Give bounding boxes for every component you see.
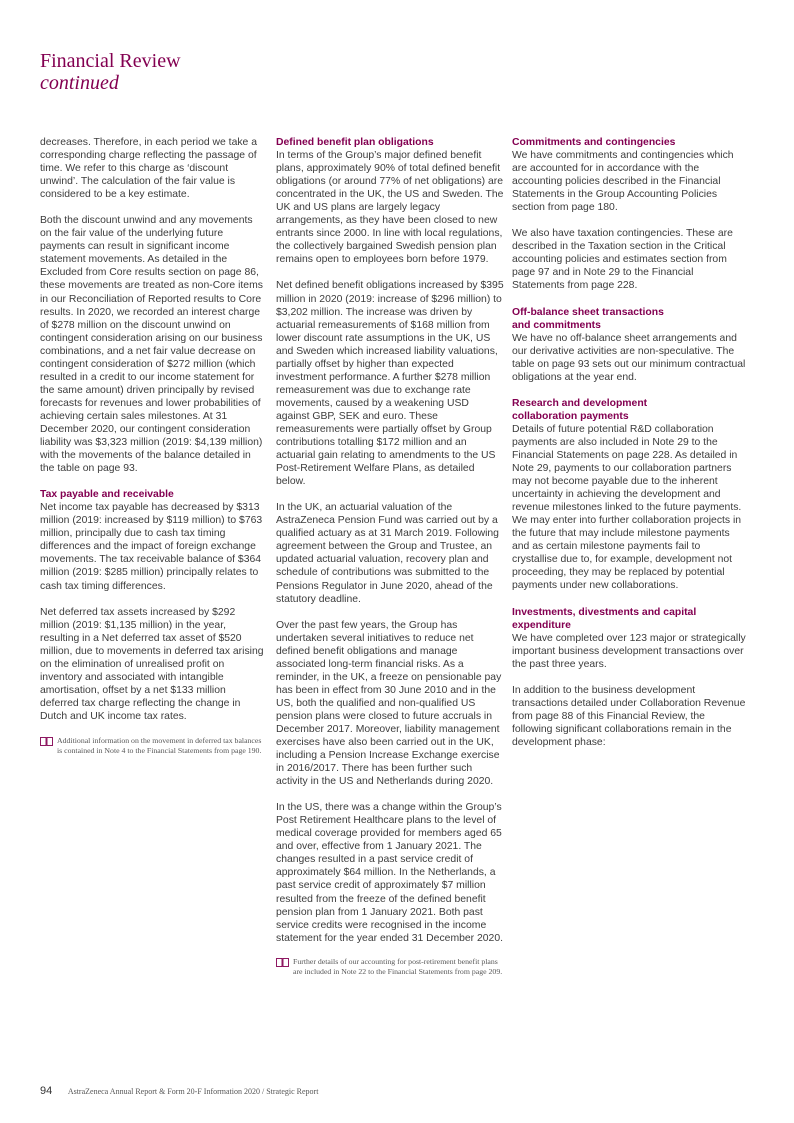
page-footer [40,1085,318,1097]
paragraph: Details of future potential R&D collaboration payments are also included in Note 29 to the Financial Statements on page 228. As detailed in Note 29, payments to our collaboration partners may not become payable due to the inherent uncertainty in achieving the development and revenue milestones linked to the future payments. We may enter into further collaboration projects in the future that may include milestone payments and as certain milestone payments fail to crystallise due to, for example, development not proceeding, they may be replaced by potential payments under new collaborations. [512,423,742,592]
paragraph: Net deferred tax assets increased by $292 million (2019: $1,135 million) in the year, resulting in a Net deferred tax asset of $520 million, due to movements in deferred tax arising on the elimination of unrealised profit on inventory and associated with intangible amortisation, offset by a net $133 million deferred tax charge reflecting the change in Dutch and UK income tax rates. [40,606,264,722]
section-heading: Off-balance sheet transactions and commitments [512,306,664,331]
footer-text: AstraZeneca Annual Report & Form 20-F Information 2020 / Strategic Report [67,1087,319,1096]
paragraph: We have no off-balance sheet arrangements and our derivative activities are non-speculative. The table on page 93 sets out our minimum contractual obligations at the year end. [512,332,746,383]
paragraph: We have commitments and contingencies which are accounted for in accordance with the accounting policies described in the Financial Statements in the Group Accounting Policies section from page 180. [512,150,734,214]
section-heading: Commitments and contingencies [512,137,676,148]
section-heading: Research and development collaboration payments [512,397,648,422]
page-title: Financial Review [40,50,181,72]
section-tax-payable [40,488,266,723]
column-right [512,136,748,762]
paragraph: Over the past few years, the Group has undertaken several initiatives to reduce net defined benefit obligations and manage associated long-term financial risks. As a reminder, in the UK, a freeze on pensionable pay has been in effect from 30 June 2010 and in the US, both the qualified and non-qualified US pension plans were closed to future accruals in December 2017. Moreover, liability management exercises have also been carried out in the UK, including a Pension Increase Exchange exercise in 2016/2017. There has been further such activity in the US and Netherlands during 2020. [276,619,502,788]
paragraph: In addition to the business development transactions detailed under Collaboration Revenue from page 88 of this Financial Review, the following significant collaborations remain in the development phase: [512,684,746,748]
paragraph: Net income tax payable has decreased by $313 million (2019: increased by $119 million) to $763 million, principally due to cash tax timing differences and the impact of foreign exchange movements. The tax receivable balance of $364 million (2019: $285 million) principally relates to cash tax timing differences. [40,502,263,592]
paragraph: In the UK, an actuarial valuation of the AstraZeneca Pension Fund was carried out by a qualified actuary as at 31 March 2019. Following agreement between the Group and Trustee, an updated actuarial valuation, recovery plan and schedule of contributions was submitted to the Pensions Regulator in June 2020, ahead of the statutory deadline. [276,502,499,605]
paragraph: We have completed over 123 major or strategically important business development transactions over the past three years. [512,632,746,670]
section-heading: Investments, divestments and capital expenditure [512,606,697,631]
paragraph: In the US, there was a change within the Group’s Post Retirement Healthcare plans to the level of medical coverage provided for members aged 65 and over, effective from 1 January 2021. The changes resulted in a past service credit of approximately $64 million. In the Netherlands, a past service credit of approximately $7 million resulted from the freeze of the defined benefit pension plan from 1 January 2021. Both past service credits were recognised in the income statement for the year ended 31 December 2020. [276,802,504,944]
section-heading: Tax payable and receivable [40,489,174,501]
book-reference-icon [40,737,53,746]
paragraph: decreases. Therefore, in each period we take a corresponding charge reflecting the passage of time. We refer to this charge as ‘discount unwind’. The calculation of the fair value is considered to be a key estimate. [40,137,257,201]
reference-note [276,957,504,977]
column-left [40,136,266,756]
section-heading: Defined benefit plan obligations [276,137,434,148]
note-text: Additional information on the movement in deferred tax balances is contained in Note 4 to the Financial Statements from page 190. [57,735,262,755]
page-header [40,50,181,94]
book-reference-icon [276,958,289,967]
paragraph: We also have taxation contingencies. These are described in the Taxation section in the Critical accounting policies and estimates section from page 97 and in Note 29 to the Financial Statements from page 228. [512,228,733,292]
reference-note [40,736,266,756]
note-text: Further details of our accounting for post-retirement benefit plans are included in Note 22 to the Financial Statements from page 209. [293,956,503,976]
paragraph: Both the discount unwind and any movements on the fair value of the underlying future payments can result in significant income statement movements. As detailed in the Excluded from Core results section on page 86, these movements are treated as non-Core items in our Reconciliation of Reported results to Core results. In 2020, we recorded an interest charge of $278 million on the discount unwind on contingent consideration arising on our business combinations, and a net fair value decrease on contingent consideration of $272 million (which resulted in a credit to our income statement for the same amount) driven principally by revised forecasts for revenues and lower probabilities of achieving certain sales milestones. At 31 December 2020, our contingent consideration liability was $3,323 million (2019: $4,139 million) with the movements of the balance detailed in the table on page 93. [40,215,263,475]
page-number: 94 [40,1085,53,1097]
page-subtitle: continued [40,72,119,94]
column-middle [276,136,504,977]
paragraph: Net defined benefit obligations increased by $395 million in 2020 (2019: increase of $296 million) to $3,202 million. The increase was driven by actuarial remeasurements of $168 million from lower discount rate assumptions in the UK, US and Sweden which increased liability valuations, partially offset by higher than expected investment performance. A further $278 million remeasurement was due to exchange rate movements, caused by a weakening USD against GBP, SEK and euro. These remeasurements were partially offset by Group contributions totalling $172 million and an actuarial gain relating to amendments to the US Post-Retirement Welfare Plans, as detailed below. [276,280,504,488]
paragraph: In terms of the Group’s major defined benefit plans, approximately 90% of total defined benefit obligations (or around 77% of net obligations) are concentrated in the UK, the US and Sweden. The UK and US plans are largely legacy arrangements, as they have been closed to new entrants since 2000. In line with local regulations, the collectively bargained Swedish pension plan remains open to employees born before 1979. [276,150,504,266]
